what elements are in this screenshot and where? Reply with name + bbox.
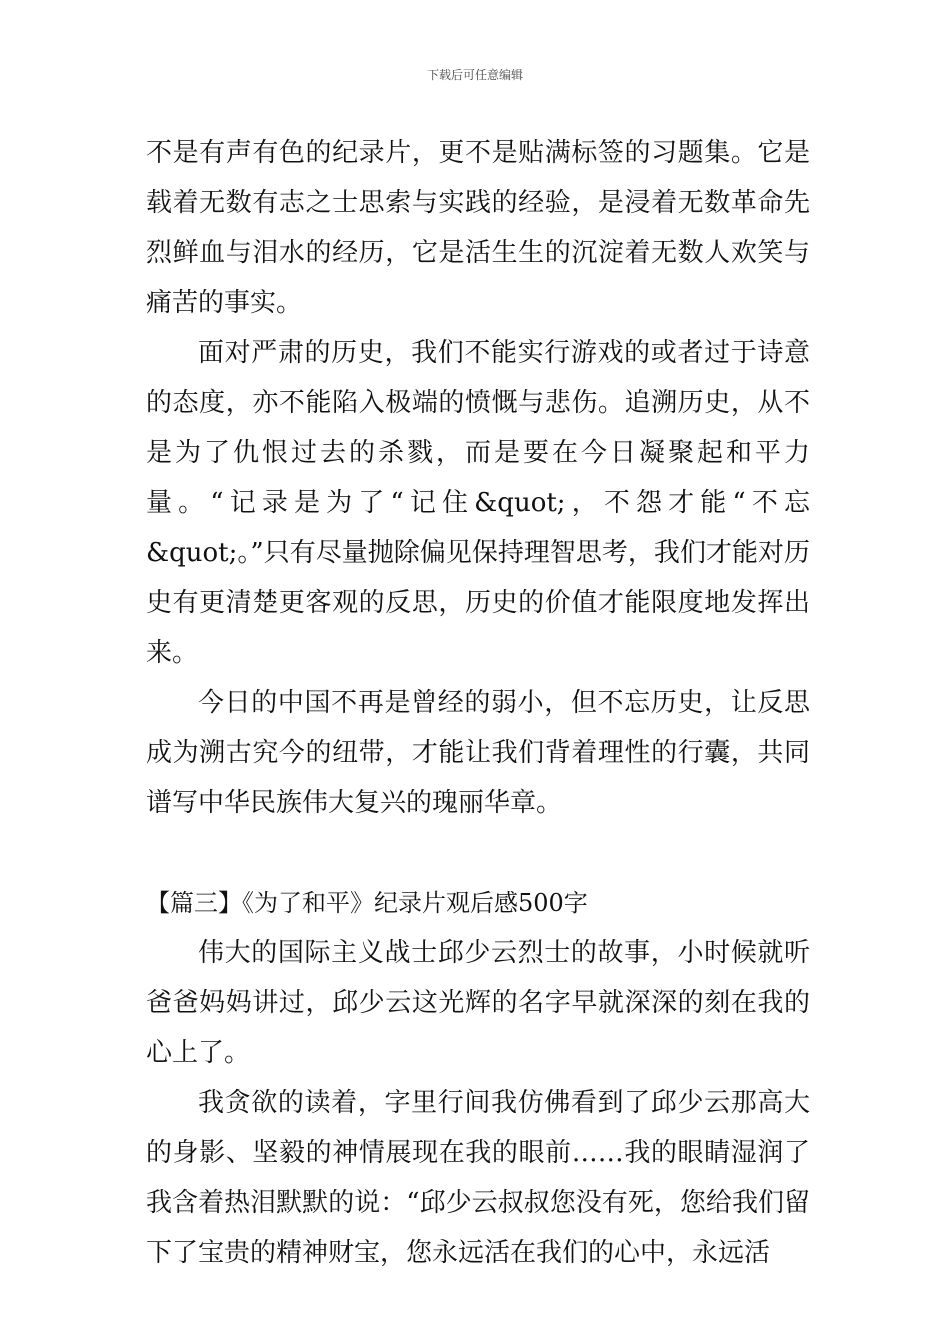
paragraph-3: 今日的中国不再是曾经的弱小，但不忘历史，让反思成为溯古究今的纽带，才能让我们背着理性的行囊，共同谱写中华民族伟大复兴的瑰丽华章。 [146,688,810,818]
section-title: 【篇三】《为了和平》纪录片观后感500字 [146,889,588,917]
paragraph-1: 不是有声有色的纪录片，更不是贴满标签的习题集。它是载着无数有志之士思索与实践的经验，是浸着无数革命先烈鲜血与泪水的经历，它是活生生的沉淀着无数人欢笑与痛苦的事实。 [146,138,810,318]
paragraph-5: 我贪欲的读着，字里行间我仿佛看到了邱少云那高大的身影、坚毅的神情展现在我的眼前……我的眼睛湿润了我含着热泪默默的说：“邱少云叔叔您没有死，您给我们留下了宝贵的精神财宝，您永远活在我们的心中，永远活 [146,1088,810,1268]
document-body [146,128,810,1278]
paragraph-2: 面对严肃的历史，我们不能实行游戏的或者过于诗意的态度，亦不能陷入极端的愤慨与悲伤。追溯历史，从不是为了仇恨过去的杀戮，而是要在今日凝聚起和平力量。“记录是为了“记住&quot;，不怨才能“不忘&quot;。”只有尽量抛除偏见保持理智思考，我们才能对历史有更清楚更客观的反思，历史的价值才能限度地发挥出来。 [146,338,810,668]
page-header: 下载后可任意编辑 [426,68,523,82]
section-gap [146,828,810,878]
paragraph-4: 伟大的国际主义战士邱少云烈士的故事，小时候就听爸爸妈妈讲过，邱少云这光辉的名字早就深深的刻在我的心上了。 [146,938,810,1068]
